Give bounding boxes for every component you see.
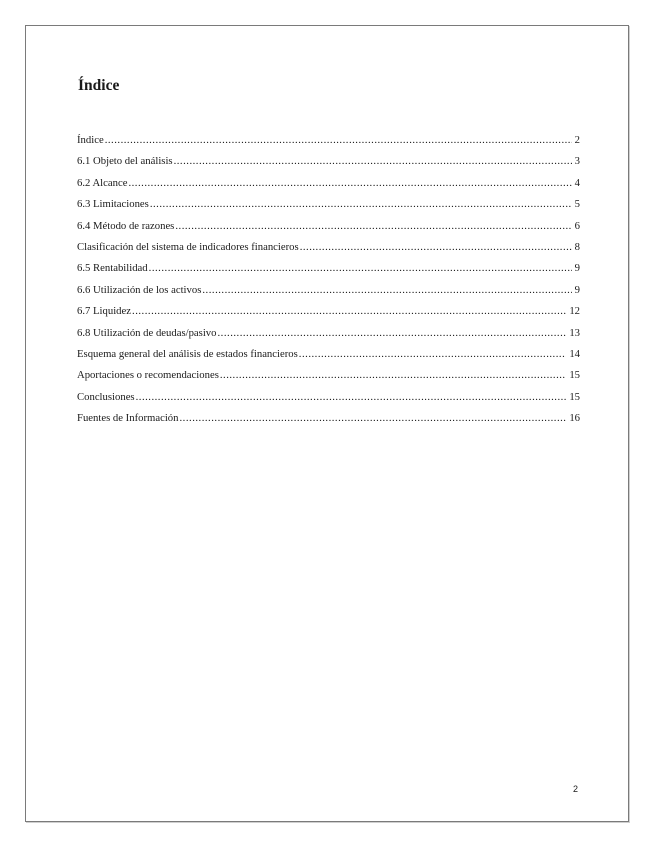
toc-entry-page: 5 <box>574 198 580 211</box>
toc-dot-leader <box>149 258 572 279</box>
toc-entry-label: Conclusiones <box>77 390 135 403</box>
table-of-contents <box>77 130 580 429</box>
document-page <box>25 25 629 822</box>
toc-dot-leader <box>150 194 572 215</box>
toc-entry-label: 6.5 Rentabilidad <box>77 262 148 275</box>
toc-entry[interactable] <box>77 237 580 258</box>
toc-entry-page: 12 <box>569 305 580 318</box>
toc-entry-page: 4 <box>574 176 580 189</box>
toc-entry-label: 6.2 Alcance <box>77 176 128 189</box>
toc-entry-page: 15 <box>569 369 580 382</box>
toc-entry-page: 2 <box>574 134 580 146</box>
toc-entry[interactable] <box>77 258 580 279</box>
toc-entry-page: 8 <box>574 240 580 253</box>
toc-dot-leader <box>128 173 571 194</box>
toc-entry-page: 13 <box>569 326 580 339</box>
toc-entry[interactable] <box>77 280 580 301</box>
toc-dot-leader <box>174 151 572 172</box>
toc-entry[interactable] <box>77 194 580 215</box>
toc-entry-label: 6.4 Método de razones <box>77 219 175 232</box>
toc-entry[interactable] <box>77 151 580 172</box>
toc-dot-leader <box>136 387 567 408</box>
toc-entry-label: 6.6 Utilización de los activos <box>77 283 202 296</box>
toc-dot-leader <box>132 301 566 322</box>
toc-entry-page: 15 <box>569 390 580 403</box>
toc-entry-label: Aportaciones o recomendaciones <box>77 369 219 382</box>
toc-entry-label: Clasificación del sistema de indicadores financieros <box>77 240 299 253</box>
toc-entry-label: 6.3 Limitaciones <box>77 198 149 211</box>
toc-entry-label: 6.7 Liquidez <box>77 305 132 318</box>
toc-dot-leader <box>202 280 571 301</box>
toc-entry[interactable] <box>77 130 580 151</box>
toc-dot-leader <box>105 130 572 151</box>
toc-entry[interactable] <box>77 408 580 429</box>
toc-entry[interactable] <box>77 344 580 365</box>
toc-entry[interactable] <box>77 365 580 386</box>
toc-entry-label: Esquema general del análisis de estados financieros <box>77 347 298 360</box>
page-title: Índice <box>78 77 120 94</box>
toc-dot-leader <box>180 408 567 429</box>
toc-entry-page: 6 <box>574 219 580 232</box>
toc-entry[interactable] <box>77 173 580 194</box>
toc-entry-page: 9 <box>574 283 580 296</box>
toc-entry[interactable] <box>77 301 580 322</box>
toc-dot-leader <box>300 237 572 258</box>
toc-entry-label: Fuentes de Información <box>77 412 179 425</box>
toc-dot-leader <box>218 323 567 344</box>
toc-entry[interactable] <box>77 216 580 237</box>
toc-entry[interactable] <box>77 323 580 344</box>
page-number: 2 <box>573 784 579 794</box>
toc-dot-leader <box>220 365 566 386</box>
toc-entry-page: 3 <box>574 155 580 168</box>
toc-entry-label: 6.8 Utilización de deudas/pasivo <box>77 326 217 339</box>
toc-entry[interactable] <box>77 387 580 408</box>
toc-dot-leader <box>175 216 571 237</box>
toc-entry-label: 6.1 Objeto del análisis <box>77 155 173 168</box>
toc-entry-label: Índice <box>77 134 104 146</box>
toc-entry-page: 9 <box>574 262 580 275</box>
toc-entry-page: 16 <box>569 412 580 425</box>
toc-entry-page: 14 <box>569 347 580 360</box>
toc-dot-leader <box>299 344 567 365</box>
